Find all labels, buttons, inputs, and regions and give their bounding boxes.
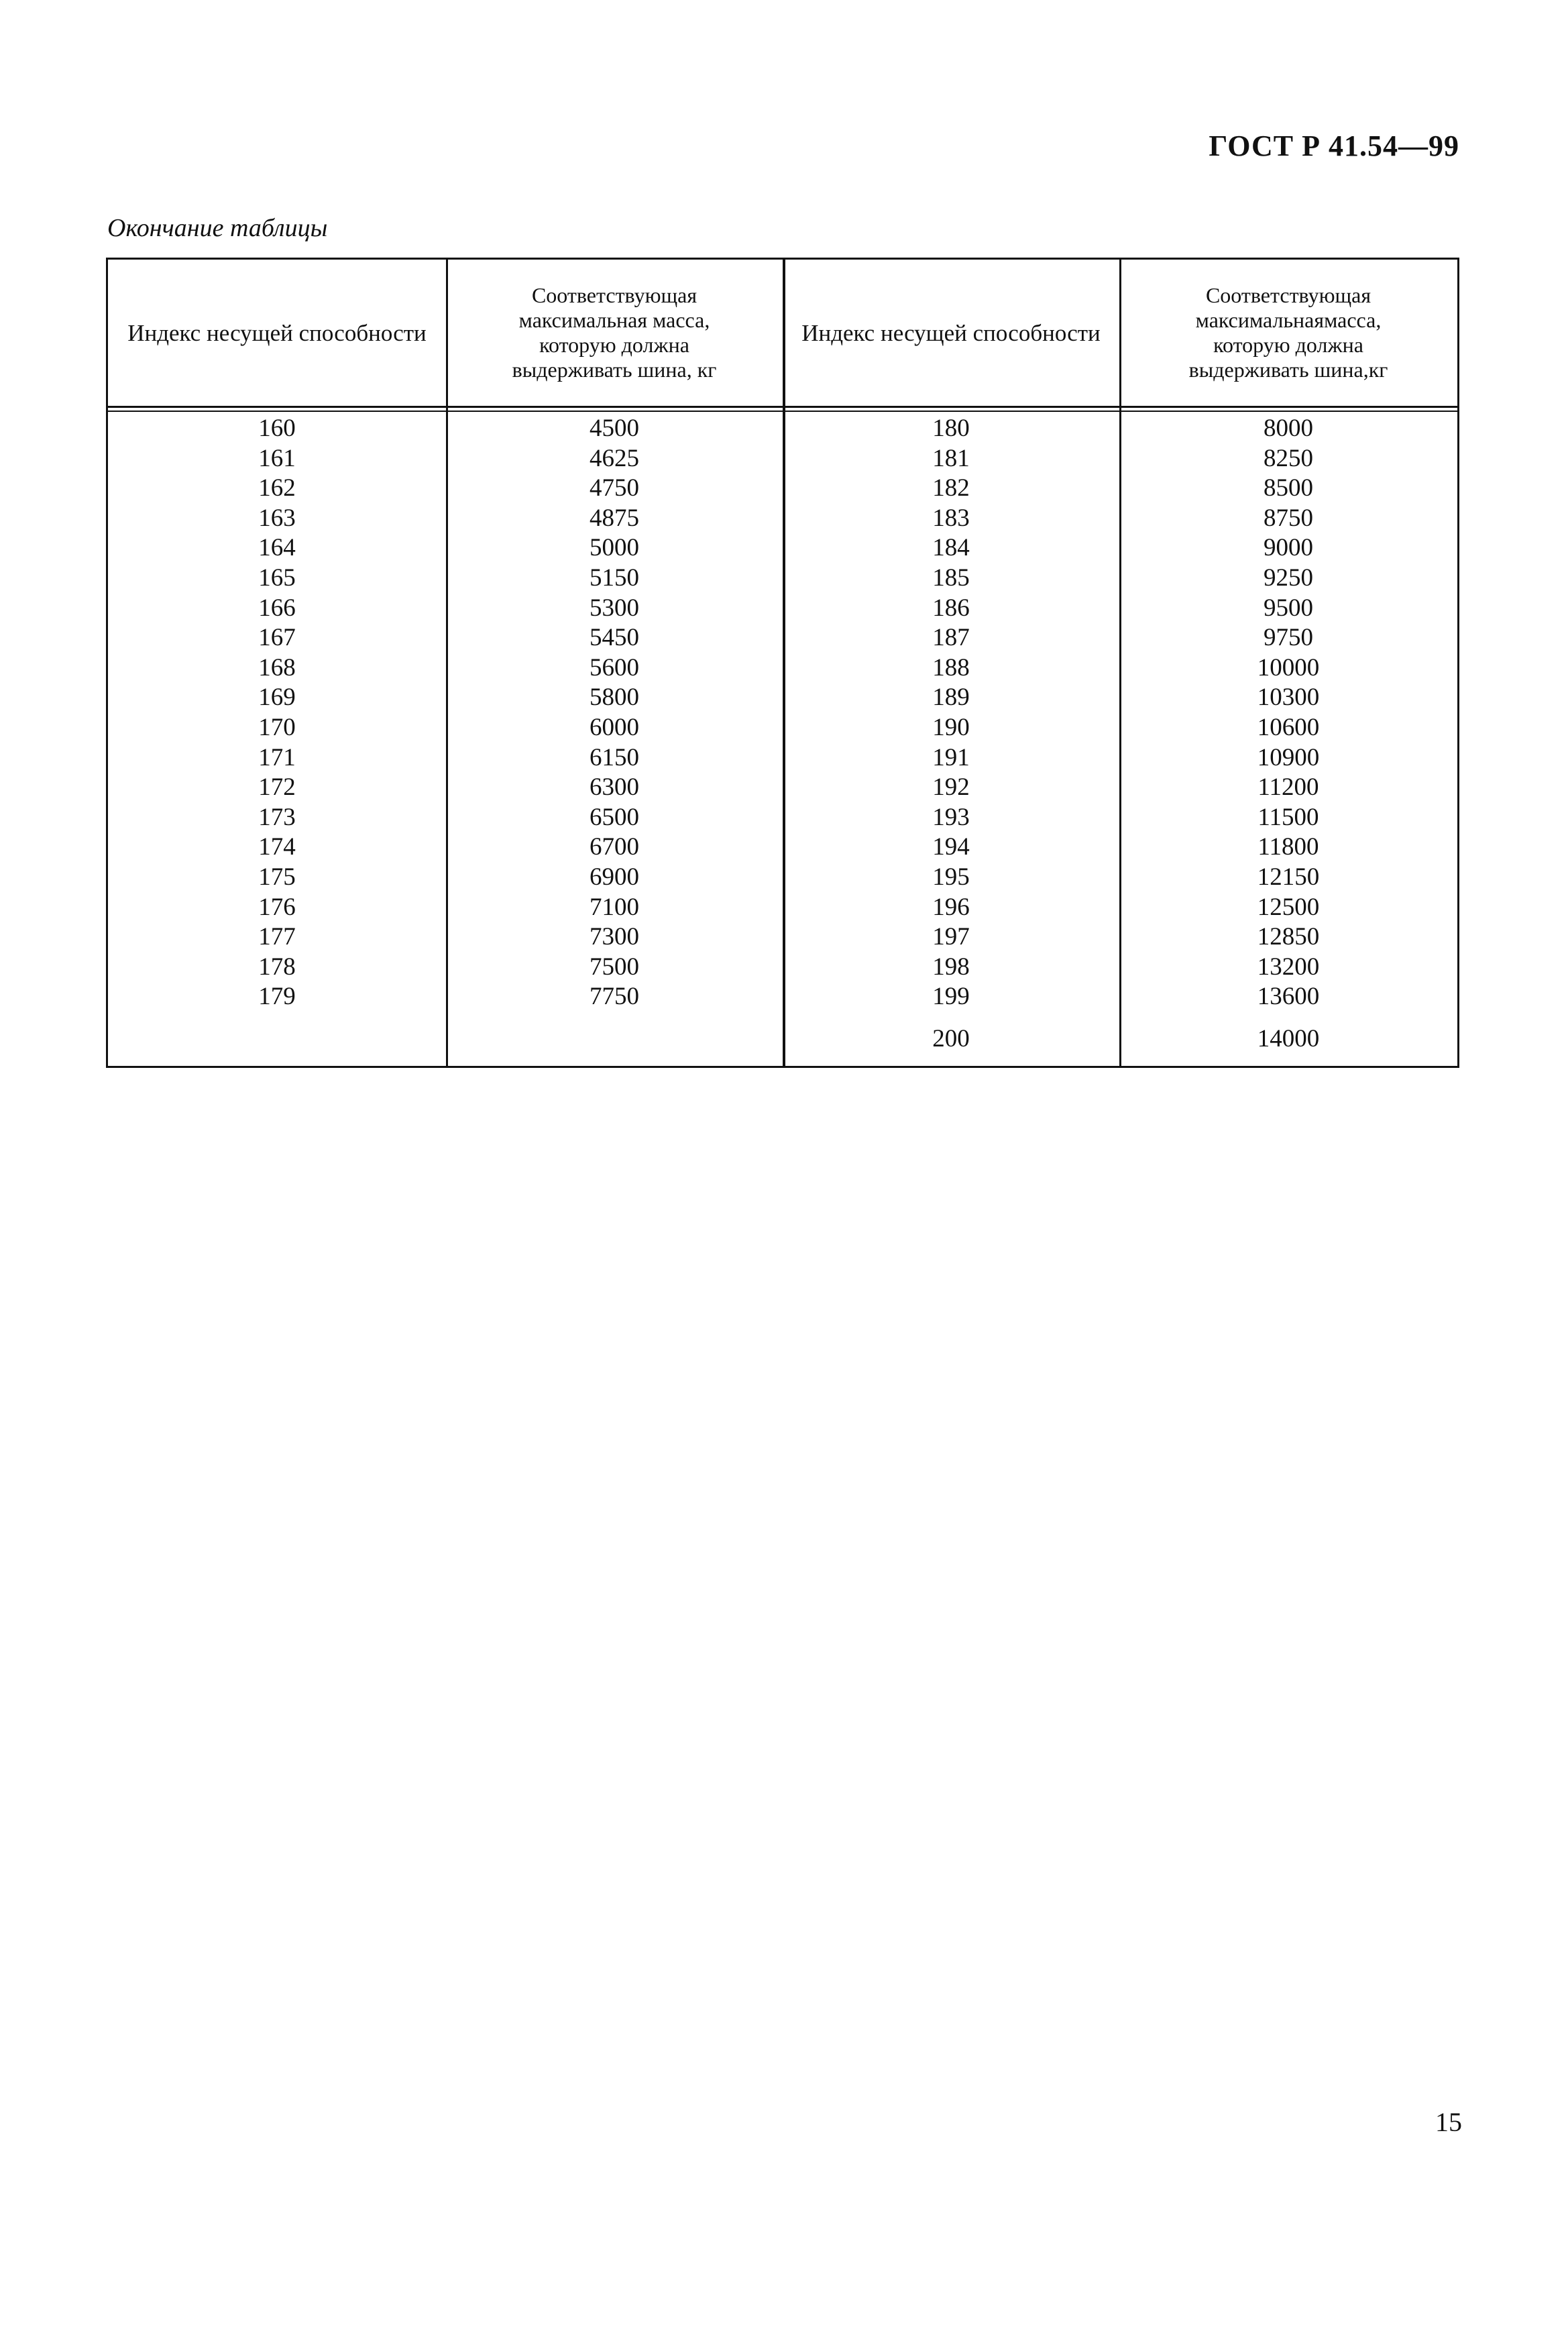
table-cell: 172 [258, 773, 296, 802]
table-cell: 181 [932, 444, 970, 472]
table-cell: 7100 [590, 893, 639, 921]
table-cell: 196 [932, 893, 970, 921]
table-cell-last-mass: 14000 [1257, 1025, 1320, 1052]
table-cell: 188 [932, 653, 970, 682]
table-cell: 13200 [1257, 953, 1320, 981]
table-cell: 9000 [1264, 534, 1313, 562]
table-cell: 175 [258, 863, 296, 891]
table-cell: 184 [932, 534, 970, 562]
table-cell: 195 [932, 863, 970, 891]
table-cell: 6700 [590, 833, 639, 861]
table-cell: 8750 [1264, 504, 1313, 532]
table-cell: 8500 [1264, 474, 1313, 502]
table-cell: 190 [932, 713, 970, 741]
table-cell: 5300 [590, 594, 639, 622]
table-cell: 13600 [1257, 983, 1320, 1011]
table-cell: 4625 [590, 444, 639, 472]
table-cell: 12150 [1257, 863, 1320, 891]
table-cell: 170 [258, 713, 296, 741]
table-cell: 198 [932, 953, 970, 981]
header-divider [108, 406, 1457, 412]
table-cell: 177 [258, 923, 296, 951]
table-cell: 194 [932, 833, 970, 861]
header-load-index-right: Индекс несущей способности [801, 319, 1101, 346]
table-cell-last-index: 200 [932, 1025, 970, 1052]
table-cell: 5800 [590, 684, 639, 712]
table-cell: 5450 [590, 624, 639, 652]
table-cell: 10600 [1257, 713, 1320, 741]
table-cell: 9750 [1264, 624, 1313, 652]
table-cell: 6000 [590, 713, 639, 741]
page-number: 15 [1435, 2107, 1462, 2137]
table-cell: 10300 [1257, 684, 1320, 712]
table-caption: Окончание таблицы [107, 214, 328, 242]
table-cell: 10900 [1257, 743, 1320, 771]
table-cell: 193 [932, 803, 970, 831]
table-cell: 189 [932, 684, 970, 712]
table-cell: 163 [258, 504, 296, 532]
table-cell: 183 [932, 504, 970, 532]
table-cell: 180 [932, 415, 970, 442]
table-cell: 8000 [1264, 415, 1313, 442]
table-cell: 187 [932, 624, 970, 652]
table-cell: 6900 [590, 863, 639, 891]
table-cell: 9500 [1264, 594, 1313, 622]
table-cell: 164 [258, 534, 296, 562]
table-cell: 182 [932, 474, 970, 502]
table-cell: 9250 [1264, 563, 1313, 592]
document-header: ГОСТ Р 41.54—99 [1209, 129, 1459, 162]
table-cell: 7500 [590, 953, 639, 981]
table-cell: 7300 [590, 923, 639, 951]
table-cell: 186 [932, 594, 970, 622]
table-cell: 7750 [590, 983, 639, 1011]
table-cell: 173 [258, 803, 296, 831]
table-cell: 167 [258, 624, 296, 652]
table-cell: 5000 [590, 534, 639, 562]
load-index-table [106, 258, 1459, 1068]
table-cell: 169 [258, 684, 296, 712]
table-cell: 185 [932, 563, 970, 592]
table-cell: 6500 [590, 803, 639, 831]
table-cell: 165 [258, 563, 296, 592]
column-left-mass [446, 414, 783, 1012]
table-cell: 191 [932, 743, 970, 771]
table-cell: 192 [932, 773, 970, 802]
table-cell: 4500 [590, 415, 639, 442]
table-cell: 6150 [590, 743, 639, 771]
table-cell: 168 [258, 653, 296, 682]
table-cell: 4875 [590, 504, 639, 532]
column-right-index [783, 414, 1119, 1012]
table-cell: 162 [258, 474, 296, 502]
table-cell: 10000 [1257, 653, 1320, 682]
table-cell: 11200 [1257, 773, 1319, 802]
table-cell: 178 [258, 953, 296, 981]
table-cell: 197 [932, 923, 970, 951]
table-cell: 199 [932, 983, 970, 1011]
table-cell: 179 [258, 983, 296, 1011]
table-cell: 12500 [1257, 893, 1320, 921]
table-cell: 160 [258, 415, 296, 442]
table-cell: 5150 [590, 563, 639, 592]
table-cell: 161 [258, 444, 296, 472]
table-cell: 176 [258, 893, 296, 921]
header-max-mass-right: Соответствующая максимальнаямасса, которую должна выдерживать шина,кг [1188, 283, 1388, 382]
table-cell: 5600 [590, 653, 639, 682]
column-left-index [108, 414, 446, 1012]
table-cell: 12850 [1257, 923, 1320, 951]
table-cell: 6300 [590, 773, 639, 802]
table-cell: 171 [258, 743, 296, 771]
table-cell: 8250 [1264, 444, 1313, 472]
table-cell: 166 [258, 594, 296, 622]
column-right-mass [1119, 414, 1457, 1012]
table-cell: 11800 [1257, 833, 1319, 861]
table-cell: 11500 [1257, 803, 1319, 831]
table-cell: 4750 [590, 474, 639, 502]
table-cell: 174 [258, 833, 296, 861]
header-max-mass-left: Соответствующая максимальная масса, которую должна выдерживать шина, кг [512, 283, 717, 382]
header-load-index-left: Индекс несущей способности [127, 319, 427, 346]
